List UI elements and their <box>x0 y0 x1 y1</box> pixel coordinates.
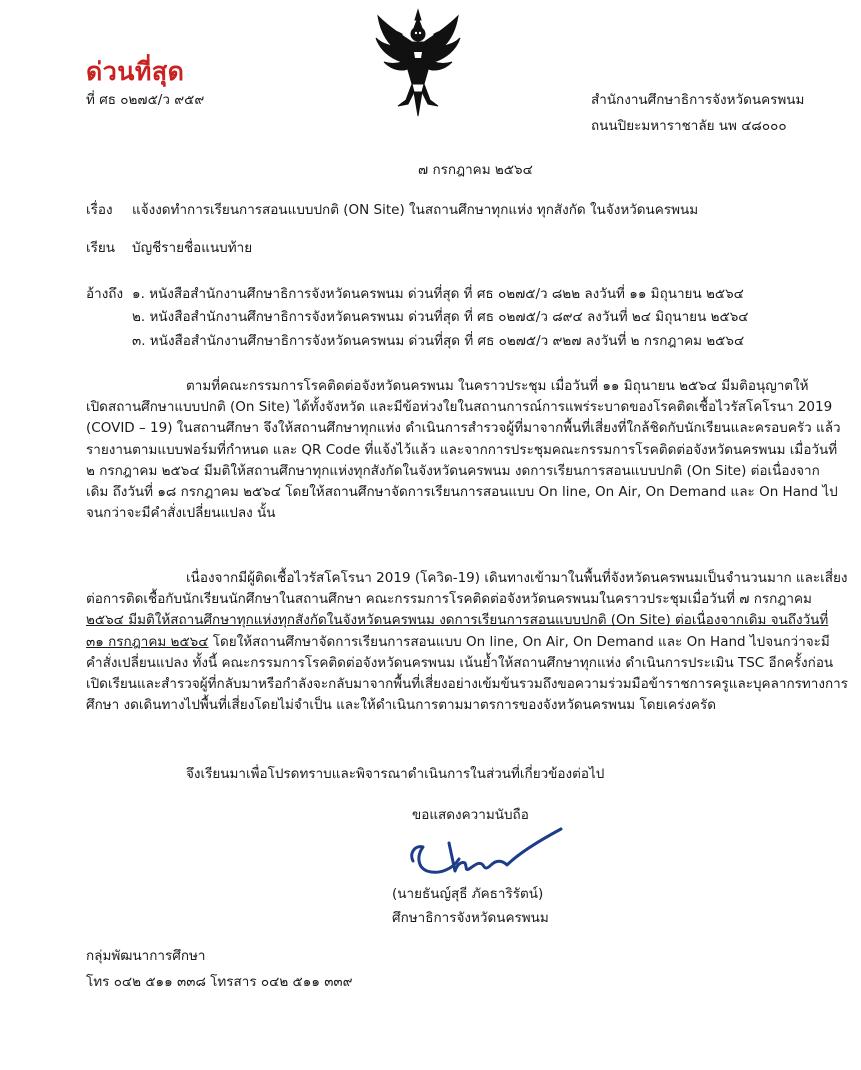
signature-icon <box>405 825 565 885</box>
reference-item: ๓. หนังสือสำนักงานศึกษาธิการจังหวัดนครพนม ด่วนที่สุด ที่ ศธ ๐๒๗๕/ว ๙๒๗ ลงวันที่ ๒ กรกฎาคม ๒๕๖๔ <box>132 333 745 349</box>
paragraph-line: จนกว่าจะมีคำสั่งเปลี่ยนแปลง นั้น <box>86 505 276 522</box>
paragraph-line: ต่อการติดเชื้อกับนักเรียนนักศึกษาในสถานศึกษา คณะกรรมการโรคติดต่อจังหวัดนครพนมในคราวประชุมเมื่อวันที่ ๗ กรกฎาคม <box>86 591 812 608</box>
paragraph-resolution <box>86 568 848 716</box>
document-number: ที่ ศธ ๐๒๗๕/ว ๙๕๙ <box>86 92 205 108</box>
reference-item: ๒. หนังสือสำนักงานศึกษาธิการจังหวัดนครพนม ด่วนที่สุด ที่ ศธ ๐๒๗๕/ว ๘๙๔ ลงวันที่ ๒๔ มิถุนายน ๒๕๖๔ <box>132 309 749 325</box>
department-name: กลุ่มพัฒนาการศึกษา <box>86 948 206 964</box>
closing-regards: ขอแสดงความนับถือ <box>412 807 529 823</box>
paragraph-line: ตามที่คณะกรรมการโรคติดต่อจังหวัดนครพนม ในคราวประชุม เมื่อวันที่ ๑๑ มิถุนายน ๒๕๖๔ มีมติอนุญาตให้ <box>186 378 809 394</box>
paragraph-line: รายงานตามแบบฟอร์มที่กำหนด และ QR Code ที่แจ้งไว้แล้ว และจากการประชุมคณะกรรมการโรคติดต่อจังหวัดนครพนม เมื่อวันที่ <box>86 441 838 458</box>
reference-item: ๑. หนังสือสำนักงานศึกษาธิการจังหวัดนครพนม ด่วนที่สุด ที่ ศธ ๐๒๗๕/ว ๘๒๒ ลงวันที่ ๑๑ มิถุนายน ๒๕๖๔ <box>132 286 744 302</box>
paragraph-line: เปิดเรียนและสำรวจผู้ที่กลับมาหรือกำลังจะกลับมาจากพื้นที่เสี่ยงอย่างเข้มข้นรวมถึงขอความร่วมมือข้าราชการครูและบุคลากรทางการ <box>86 676 848 693</box>
paragraph-line: ๒ กรกฎาคม ๒๕๖๔ มีมติให้สถานศึกษาทุกแห่งทุกสังกัดในจังหวัดนครพนม งดการเรียนการสอนแบบปกติ (On Site) ต่อเนื่องจาก <box>86 462 820 479</box>
contact-numbers: โทร ๐๔๒ ๕๑๑ ๓๓๘ โทรสาร ๐๔๒ ๕๑๑ ๓๓๙ <box>86 974 353 990</box>
paragraph-line: เปิดสถานศึกษาแบบปกติ (On Site) ได้ทั้งจังหวัด และมีข้อห่วงใยในสถานการณ์การแพร่ระบาดของโรคติดเชื้อไวรัสโคโรนา 2019 <box>86 399 833 416</box>
underlined-end-date: ๓๑ กรกฎาคม ๒๕๖๔ <box>86 633 209 650</box>
subject-text: แจ้งงดทำการเรียนการสอนแบบปกติ (ON Site) ในสถานศึกษาทุกแห่ง ทุกสังกัด ในจังหวัดนครพนม <box>132 202 699 218</box>
paragraph-line: คำสั่งเปลี่ยนแปลง ทั้งนี้ คณะกรรมการโรคติดต่อจังหวัดนครพนม เน้นย้ำให้สถานศึกษาทุกแห่ง ดำเนินการประเมิน TSC อีกครั้งก่อน <box>86 654 834 671</box>
recipient-label: เรียน <box>86 240 116 256</box>
office-address: ถนนปิยะมหาราชาลัย นพ ๔๘๐๐๐ <box>591 118 787 134</box>
closing-request: จึงเรียนมาเพื่อโปรดทราบและพิจารณาดำเนินการในส่วนที่เกี่ยวข้องต่อไป <box>186 766 605 782</box>
paragraph-line: ศึกษา งดเดินทางไปพื้นที่เสี่ยงโดยไม่จำเป็น และให้ดำเนินการตามมาตรการของจังหวัดนครพนม โดยเคร่งครัด <box>86 697 716 714</box>
urgency-label: ด่วนที่สุด <box>86 57 185 86</box>
signer-name: (นายธันญ์สุธี ภัคธาริรัตน์) <box>392 886 544 902</box>
paragraph-line: เดิม ถึงวันที่ ๑๘ กรกฎาคม ๒๕๖๔ โดยให้สถานศึกษาจัดการเรียนการสอนแบบ On line, On Air, On Demand และ On Hand ไป <box>86 484 838 501</box>
recipient-text: บัญชีรายชื่อแนบท้าย <box>132 240 253 256</box>
office-name: สำนักงานศึกษาธิการจังหวัดนครพนม <box>591 92 805 108</box>
subject-label: เรื่อง <box>86 202 113 218</box>
paragraph-line: (COVID – 19) ในสถานศึกษา จึงให้สถานศึกษาทุกแห่ง ดำเนินการสำรวจผู้ที่มาจากพื้นที่เสี่ยงที่ใกล้ชิดกับนักเรียนและครอบครัว แล้ว <box>86 420 841 437</box>
paragraph-line-rest: โดยให้สถานศึกษาจัดการเรียนการสอนแบบ On line, On Air, On Demand และ On Hand ไปจนกว่าจะมี <box>208 633 830 650</box>
underlined-resolution-line: ๒๕๖๔ มีมติให้สถานศึกษาทุกแห่งทุกสังกัดในจังหวัดนครพนม งดการเรียนการสอนแบบปกติ (On Site) ต่อเนื่องจากเดิม จนถึงวันที่ <box>86 612 829 629</box>
paragraph-line <box>86 632 830 653</box>
garuda-emblem-icon <box>372 8 464 120</box>
references-label: อ้างถึง <box>86 286 124 302</box>
letter-date: ๗ กรกฎาคม ๒๕๖๔ <box>418 162 533 178</box>
paragraph-line: เนื่องจากมีผู้ติดเชื้อไวรัสโคโรนา 2019 (โควิด-19) เดินทางเข้ามาในพื้นที่จังหวัดนครพนมเป็นจำนวนมาก และเสี่ยง <box>186 570 848 586</box>
signer-title: ศึกษาธิการจังหวัดนครพนม <box>392 910 549 926</box>
paragraph-background <box>86 376 841 524</box>
